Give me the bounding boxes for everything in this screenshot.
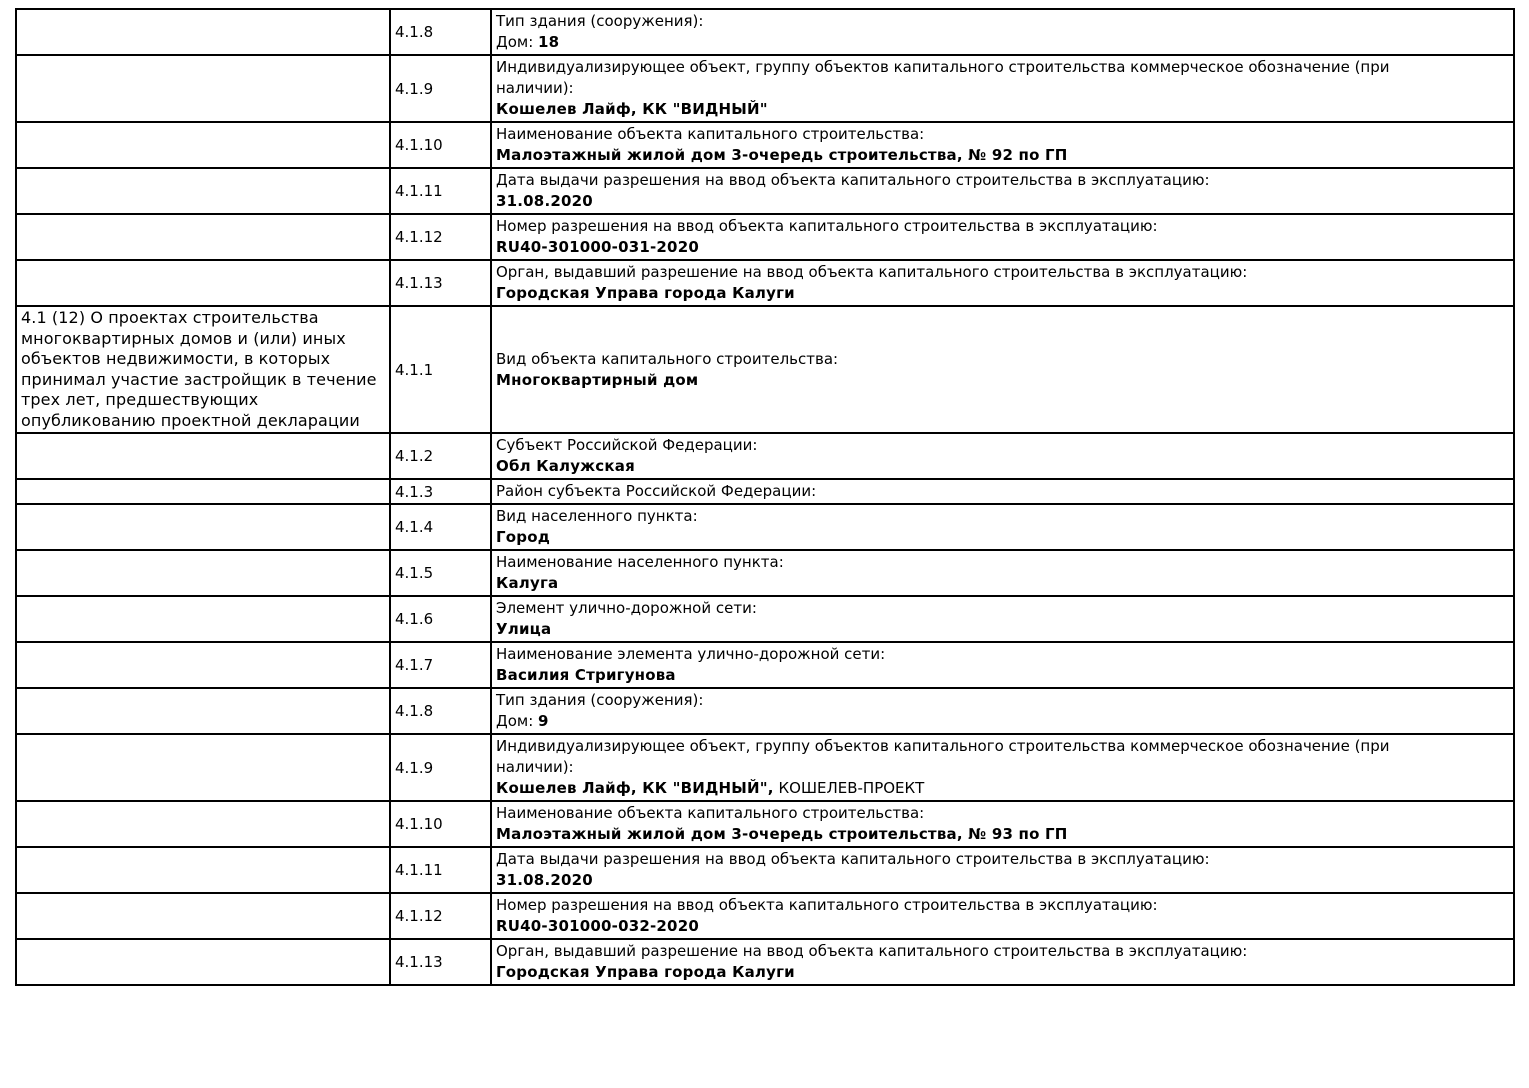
row-code: 4.1.10 [395, 136, 443, 154]
row-code: 4.1.11 [395, 182, 443, 200]
value-segment: Город [496, 528, 551, 546]
row-code: 4.1.1 [395, 360, 434, 379]
row-code-cell [390, 688, 491, 734]
table-row [16, 734, 1514, 801]
row-content-cell [491, 214, 1514, 260]
row-code-cell [390, 122, 491, 168]
table-row [16, 642, 1514, 688]
row-content-cell [491, 596, 1514, 642]
value-segment: Дом: [496, 33, 539, 51]
field-label: Наименование элемента улично-дорожной сети: [496, 645, 886, 663]
row-code: 4.1.11 [395, 861, 443, 879]
value-segment: Малоэтажный жилой дом 3-очередь строительства, № 92 по ГП [496, 146, 1068, 164]
table-row [16, 306, 1514, 433]
value-segment: Малоэтажный жилой дом 3-очередь строительства, № 93 по ГП [496, 825, 1068, 843]
field-value [496, 283, 1509, 304]
table-row [16, 801, 1514, 847]
section-description-cell: 4.1 (12) О проектах строительства многоквартирных домов и (или) иных объектов недвижимости, в которых принимал участие застройщик в течение трех лет, предшествующих опубликованию проектной декларации [16, 306, 390, 433]
row-code-cell [390, 596, 491, 642]
row-content-cell [491, 801, 1514, 847]
row-code: 4.1.12 [395, 228, 443, 246]
row-code: 4.1.9 [395, 79, 434, 98]
table-body [16, 9, 1514, 985]
field-value [496, 32, 1509, 53]
field-label: Элемент улично-дорожной сети: [496, 599, 757, 617]
field-label: Субъект Российской Федерации: [496, 436, 758, 454]
field-label: Тип здания (сооружения): [496, 691, 704, 709]
row-content-cell [491, 260, 1514, 306]
table-row [16, 433, 1514, 479]
field-label: Номер разрешения на ввод объекта капитального строительства в эксплуатацию: [496, 896, 1158, 914]
row-code-cell [390, 214, 491, 260]
row-code-cell [390, 504, 491, 550]
row-code: 4.1.8 [395, 23, 434, 41]
value-segment: RU40-301000-032-2020 [496, 917, 699, 935]
field-label: Вид населенного пункта: [496, 507, 698, 525]
row-content-cell [491, 847, 1514, 893]
value-segment: Городская Управа города Калуги [496, 284, 795, 302]
row-code-cell [390, 168, 491, 214]
section-description-cell [16, 734, 390, 801]
row-content-cell [491, 504, 1514, 550]
field-value [496, 916, 1509, 937]
section-description-cell [16, 260, 390, 306]
field-value [496, 962, 1509, 983]
field-label: Орган, выдавший разрешение на ввод объекта капитального строительства в эксплуатацию: [496, 263, 1248, 281]
section-description-cell [16, 939, 390, 985]
row-content-cell [491, 55, 1514, 122]
field-label: Наименование объекта капитального строительства: [496, 804, 925, 822]
value-segment: КОШЕЛЕВ-ПРОЕКТ [773, 779, 925, 797]
row-code-cell [390, 433, 491, 479]
table-row [16, 214, 1514, 260]
row-code: 4.1.7 [395, 656, 434, 674]
row-content-cell [491, 168, 1514, 214]
value-segment: Калуга [496, 574, 559, 592]
row-code-cell [390, 9, 491, 55]
row-code-cell [390, 479, 491, 504]
row-code: 4.1.13 [395, 274, 443, 292]
table-row [16, 504, 1514, 550]
value-segment: Обл Калужская [496, 457, 635, 475]
section-description-cell [16, 9, 390, 55]
field-value [496, 824, 1509, 845]
table-row [16, 893, 1514, 939]
row-code: 4.1.12 [395, 907, 443, 925]
row-code-cell [390, 642, 491, 688]
section-description-cell [16, 122, 390, 168]
field-value [496, 573, 1509, 594]
row-code: 4.1.5 [395, 564, 434, 582]
row-content-cell [491, 642, 1514, 688]
field-label: Индивидуализирующее объект, группу объектов капитального строительства коммерческое обозначение (при наличии): [496, 58, 1390, 97]
section-description-cell [16, 688, 390, 734]
row-code-cell [390, 939, 491, 985]
row-code: 4.1.8 [395, 702, 434, 720]
table-row [16, 168, 1514, 214]
row-code-cell [390, 801, 491, 847]
row-code: 4.1.2 [395, 447, 434, 465]
row-content-cell [491, 734, 1514, 801]
row-content-cell [491, 9, 1514, 55]
field-label: Тип здания (сооружения): [496, 12, 704, 30]
section-description-cell [16, 893, 390, 939]
field-value [496, 527, 1509, 548]
row-code-cell [390, 847, 491, 893]
page [0, 8, 1529, 1088]
table-row [16, 596, 1514, 642]
field-value [496, 711, 1509, 732]
row-code-cell [390, 550, 491, 596]
field-value [496, 665, 1509, 686]
table-row [16, 847, 1514, 893]
row-code: 4.1.3 [395, 482, 434, 501]
project-declaration-table [15, 8, 1515, 986]
row-code-cell [390, 260, 491, 306]
value-segment: 31.08.2020 [496, 871, 593, 889]
table-row [16, 550, 1514, 596]
value-segment: Дом: [496, 712, 539, 730]
section-description-cell [16, 642, 390, 688]
value-segment: Кошелев Лайф, КК "ВИДНЫЙ", [496, 779, 774, 797]
row-code-cell [390, 55, 491, 122]
field-value [496, 619, 1509, 640]
table-row [16, 939, 1514, 985]
section-description-cell [16, 433, 390, 479]
field-value [496, 145, 1509, 166]
field-label: Дата выдачи разрешения на ввод объекта капитального строительства в эксплуатацию: [496, 171, 1210, 189]
field-label: Номер разрешения на ввод объекта капитального строительства в эксплуатацию: [496, 217, 1158, 235]
table-row [16, 122, 1514, 168]
row-code-cell [390, 306, 491, 433]
value-segment: 9 [538, 712, 549, 730]
row-content-cell [491, 939, 1514, 985]
value-segment: 18 [538, 33, 560, 51]
field-label: Вид объекта капитального строительства: [496, 349, 839, 368]
field-label: Дата выдачи разрешения на ввод объекта капитального строительства в эксплуатацию: [496, 850, 1210, 868]
value-segment: RU40-301000-031-2020 [496, 238, 699, 256]
field-value [496, 778, 1509, 799]
field-value [496, 370, 1509, 391]
field-value [496, 456, 1509, 477]
field-value [496, 237, 1509, 258]
section-description-cell [16, 214, 390, 260]
field-value [496, 99, 1509, 120]
value-segment: Многоквартирный дом [496, 370, 699, 389]
section-description-cell [16, 55, 390, 122]
table-row [16, 9, 1514, 55]
value-segment: Василия Стригунова [496, 666, 676, 684]
row-code-cell [390, 893, 491, 939]
table-row [16, 479, 1514, 504]
value-segment: Кошелев Лайф, КК "ВИДНЫЙ" [496, 100, 768, 118]
section-description-cell [16, 596, 390, 642]
field-value [496, 191, 1509, 212]
section-description-cell [16, 504, 390, 550]
row-code: 4.1.4 [395, 518, 434, 536]
row-code-cell [390, 734, 491, 801]
row-content-cell [491, 122, 1514, 168]
field-value [496, 870, 1509, 891]
table-row [16, 55, 1514, 122]
field-label: Наименование объекта капитального строительства: [496, 125, 925, 143]
row-code: 4.1.9 [395, 758, 434, 777]
row-code: 4.1.10 [395, 815, 443, 833]
row-content-cell [491, 550, 1514, 596]
section-description-cell [16, 550, 390, 596]
field-label: Индивидуализирующее объект, группу объектов капитального строительства коммерческое обозначение (при наличии): [496, 737, 1390, 776]
row-content-cell [491, 893, 1514, 939]
value-segment: 31.08.2020 [496, 192, 593, 210]
section-description-cell [16, 479, 390, 504]
field-label: Район субъекта Российской Федерации: [496, 482, 817, 500]
row-content-cell [491, 479, 1514, 504]
field-label: Наименование населенного пункта: [496, 553, 784, 571]
section-description-cell [16, 801, 390, 847]
row-code: 4.1.13 [395, 953, 443, 971]
section-description-cell [16, 847, 390, 893]
value-segment: Улица [496, 620, 552, 638]
row-content-cell [491, 688, 1514, 734]
section-description-cell [16, 168, 390, 214]
row-code: 4.1.6 [395, 610, 434, 628]
table-row [16, 260, 1514, 306]
field-label: Орган, выдавший разрешение на ввод объекта капитального строительства в эксплуатацию: [496, 942, 1248, 960]
value-segment: Городская Управа города Калуги [496, 963, 795, 981]
row-content-cell [491, 306, 1514, 433]
table-row [16, 688, 1514, 734]
row-content-cell [491, 433, 1514, 479]
